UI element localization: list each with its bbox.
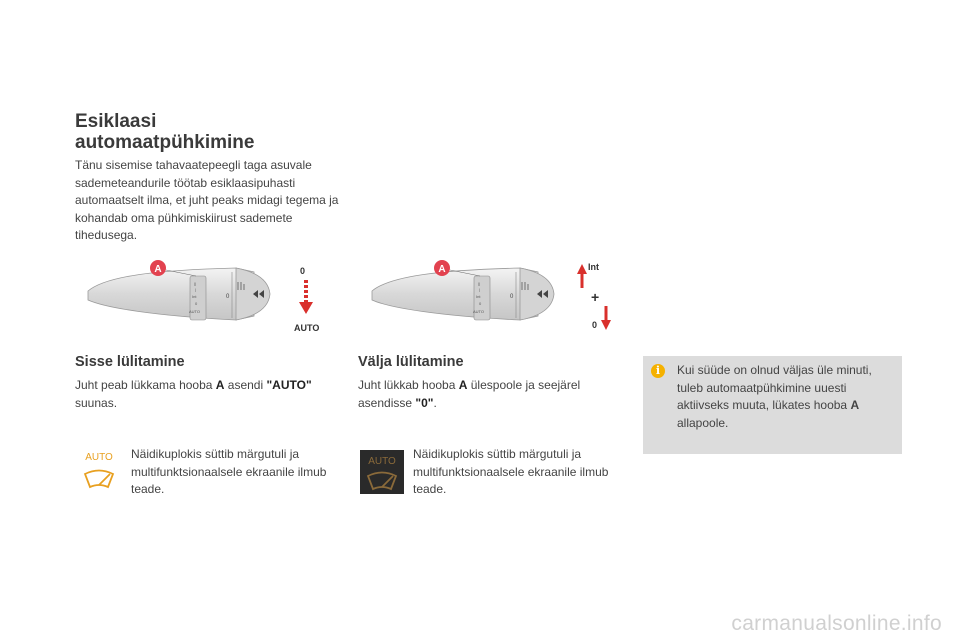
intro-paragraph: Tänu sisemise tahavaatepeegli taga asuvale sademeteandurile töötab esiklaasipuhasti automaatselt ilma, et juht peaks midagi tegema ja kohandab oma pühkimiskiirust sademete tihedusega.: [75, 158, 339, 243]
stalk-zero-label: 0: [226, 294, 230, 300]
plus-label: +: [591, 289, 600, 305]
page-title-line2: automaatpühkimine: [75, 132, 255, 153]
switch-off-note: Näidikuplokis süttib märgutuli ja multifunktsionaalsele ekraanile ilmub teade.: [413, 447, 609, 497]
heading-switch-off: Välja lülitamine: [358, 354, 464, 370]
position-auto-label: AUTO: [294, 323, 320, 333]
stalk-ring-label-2: |: [195, 287, 197, 292]
switch-on-lever-ref: A: [215, 378, 225, 392]
info-text-2: allapoole.: [677, 415, 729, 430]
switch-off-lever-ref: A: [458, 378, 468, 392]
switch-off-text-1: Juht lükkab hooba: [358, 378, 459, 392]
lamp-auto-label: AUTO: [368, 456, 396, 467]
lamp-auto-label: AUTO: [85, 452, 113, 463]
stalk-ring-label-5: AUTO: [473, 309, 485, 314]
stalk-ring-label-4: 0: [195, 301, 198, 306]
stalk-ring-label-5: AUTO: [189, 309, 201, 314]
position-zero-label: 0: [592, 320, 598, 330]
position-zero-label: 0: [300, 266, 306, 276]
stalk-illustration-off: [370, 258, 620, 338]
switch-on-position: "AUTO": [266, 378, 312, 392]
arrow-down-head: [299, 302, 313, 314]
switch-off-position: "0": [415, 395, 434, 410]
switch-on-instructions: [75, 377, 335, 412]
arrow-down-head: [601, 320, 611, 330]
watermark: carmanualsonline.info: [731, 612, 942, 635]
info-text-1: Kui süüde on olnud väljas üle minuti, tuleb automaatpühkimine uuesti aktiivseks muuta, lükates hooba: [677, 363, 872, 413]
info-icon: i: [651, 364, 665, 378]
lamp-wiper-arm: [99, 474, 110, 485]
page-title-line1: Esiklaasi: [75, 111, 157, 132]
stalk-ring-label-1: ||: [478, 281, 481, 286]
switch-off-text-3: .: [433, 395, 437, 410]
info-lever-ref: A: [850, 398, 860, 413]
switch-on-text-3: suunas.: [75, 395, 118, 410]
switch-off-instructions: [358, 377, 608, 412]
auto-wiper-icon: [80, 450, 118, 492]
stalk-ring-label-1: ||: [194, 281, 197, 286]
heading-switch-on: Sisse lülitamine: [75, 354, 185, 370]
switch-on-note: Näidikuplokis süttib märgutuli ja multifunktsionaalsele ekraanile ilmub teade.: [131, 447, 327, 497]
stalk-illustration-on: [86, 258, 336, 338]
stalk-ring-label-4: 0: [479, 301, 482, 306]
auto-wiper-lamp-on: [80, 450, 118, 492]
stalk-ring-label-2: |: [479, 287, 481, 292]
position-int-label: Int: [588, 262, 599, 272]
stalk-zero-label: 0: [510, 294, 514, 300]
stalk-off-drawing: [370, 258, 620, 338]
page-title: [75, 111, 254, 153]
auto-wiper-lamp-off: [360, 450, 404, 494]
stalk-on-drawing: [86, 258, 336, 338]
auto-wiper-off-icon: [360, 450, 404, 494]
stalk-ring-label-3: Int: [476, 294, 481, 299]
callout-a: A: [438, 264, 446, 275]
switch-on-text-2: asendi: [224, 378, 267, 392]
callout-a: A: [154, 264, 162, 275]
arrow-up-head: [577, 264, 587, 274]
switch-off-text-2: ülespoole ja seejärel asendisse: [358, 378, 581, 410]
stalk-ring-label-3: Int: [192, 294, 197, 299]
switch-on-text-1: Juht peab lükkama hooba: [75, 378, 216, 392]
info-box: [643, 356, 902, 454]
info-text: [677, 362, 893, 432]
